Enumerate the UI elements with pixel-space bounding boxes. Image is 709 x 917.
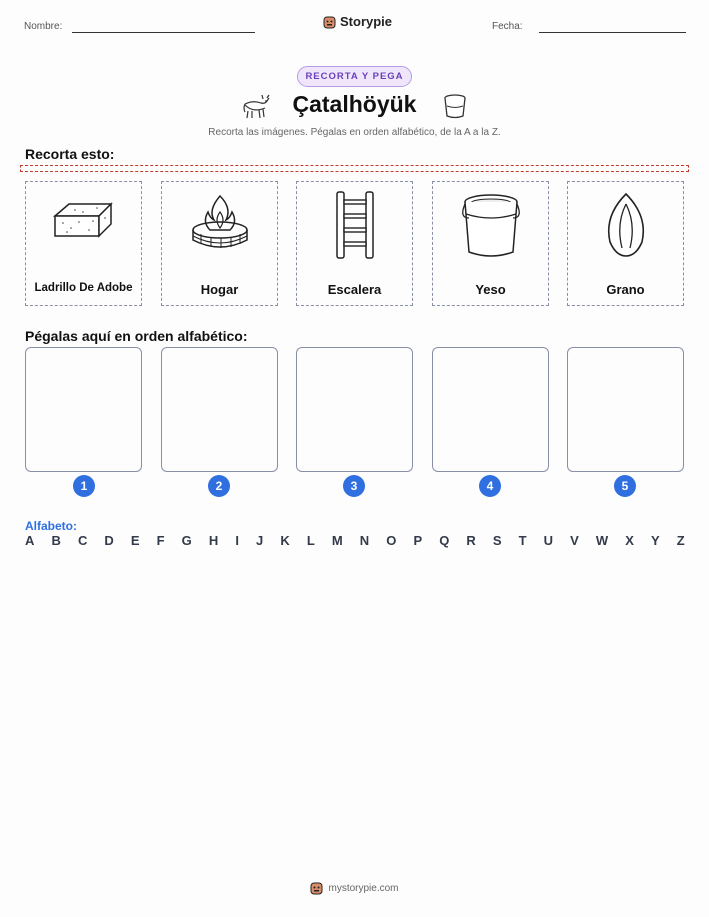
brand-logo — [323, 14, 392, 29]
hearth-fire-icon — [185, 190, 255, 260]
instructions: Recorta las imágenes. Pégalas en orden alfabético, de la A a la Z. — [208, 127, 501, 138]
page-title: Çatalhöyük — [292, 91, 417, 117]
paste-heading: Pégalas aquí en orden alfabético: — [25, 328, 248, 344]
footer — [0, 881, 709, 895]
alphabet-letter: A — [25, 533, 35, 548]
alphabet-row — [25, 533, 685, 548]
alphabet-letter: Q — [439, 533, 450, 548]
card-label: Escalera — [327, 282, 382, 297]
cut-guide-line — [20, 165, 689, 172]
number-badge-2: 2 — [208, 475, 230, 497]
number-badge-4: 4 — [479, 475, 501, 497]
card-label: Ladrillo De Adobe — [34, 282, 133, 294]
alphabet-letter: D — [104, 533, 114, 548]
alphabet-letter: B — [51, 533, 61, 548]
number-badge-3: 3 — [343, 475, 365, 497]
alphabet-letter: M — [331, 533, 343, 548]
cut-card-hearth[interactable] — [161, 181, 278, 306]
number-badge-1: 1 — [73, 475, 95, 497]
alphabet-letter: P — [413, 533, 423, 548]
bucket-icon — [442, 92, 468, 120]
adobe-brick-icon — [49, 190, 119, 260]
footer-url[interactable]: mystorypie.com — [328, 882, 399, 894]
date-label: Fecha: — [492, 21, 523, 32]
alphabet-letter: J — [256, 533, 264, 548]
cut-card-ladder[interactable] — [296, 181, 413, 306]
cut-heading: Recorta esto: — [25, 146, 115, 162]
alphabet-letter: W — [595, 533, 609, 548]
brand-name: Storypie — [340, 14, 393, 29]
alphabet-heading: Alfabeto: — [25, 519, 77, 533]
cut-and-paste-badge: RECORTA Y PEGA — [297, 66, 412, 87]
cut-card-adobe-brick[interactable] — [25, 181, 142, 306]
alphabet-letter: R — [466, 533, 476, 548]
cut-card-plaster[interactable] — [432, 181, 549, 306]
alphabet-letter: F — [156, 533, 165, 548]
alphabet-letter: N — [359, 533, 370, 548]
alphabet-letter: T — [518, 533, 527, 548]
paste-box-1[interactable] — [25, 347, 142, 472]
card-label: Hogar — [200, 282, 239, 297]
alphabet-letter: E — [130, 533, 140, 548]
alphabet-letter: X — [625, 533, 634, 548]
alphabet-letter: G — [181, 533, 192, 548]
card-label: Grano — [606, 282, 645, 297]
paste-box-5[interactable] — [567, 347, 684, 472]
alphabet-letter: L — [306, 533, 315, 548]
paste-box-4[interactable] — [432, 347, 549, 472]
alphabet-letter: K — [280, 533, 290, 548]
paste-box-3[interactable] — [296, 347, 413, 472]
alphabet-letter: U — [543, 533, 554, 548]
card-label: Yeso — [475, 282, 506, 297]
date-line[interactable] — [539, 32, 686, 33]
paste-box-2[interactable] — [161, 347, 278, 472]
alphabet-letter: V — [570, 533, 579, 548]
alphabet-letter: Y — [650, 533, 660, 548]
alphabet-letter: O — [386, 533, 397, 548]
name-label: Nombre: — [24, 21, 63, 32]
name-line[interactable] — [72, 32, 255, 33]
grain-icon — [591, 190, 661, 260]
alphabet-letter: S — [492, 533, 502, 548]
alphabet-letter: I — [235, 533, 239, 548]
alphabet-letter: Z — [676, 533, 685, 548]
alphabet-letter: H — [208, 533, 219, 548]
number-badge-5: 5 — [614, 475, 636, 497]
alphabet-letter: C — [77, 533, 88, 548]
ladder-icon — [320, 190, 390, 260]
storypie-mascot-icon — [310, 881, 323, 895]
storypie-mascot-icon — [323, 15, 336, 29]
cut-card-grain[interactable] — [567, 181, 684, 306]
plaster-bucket-icon — [456, 190, 526, 260]
